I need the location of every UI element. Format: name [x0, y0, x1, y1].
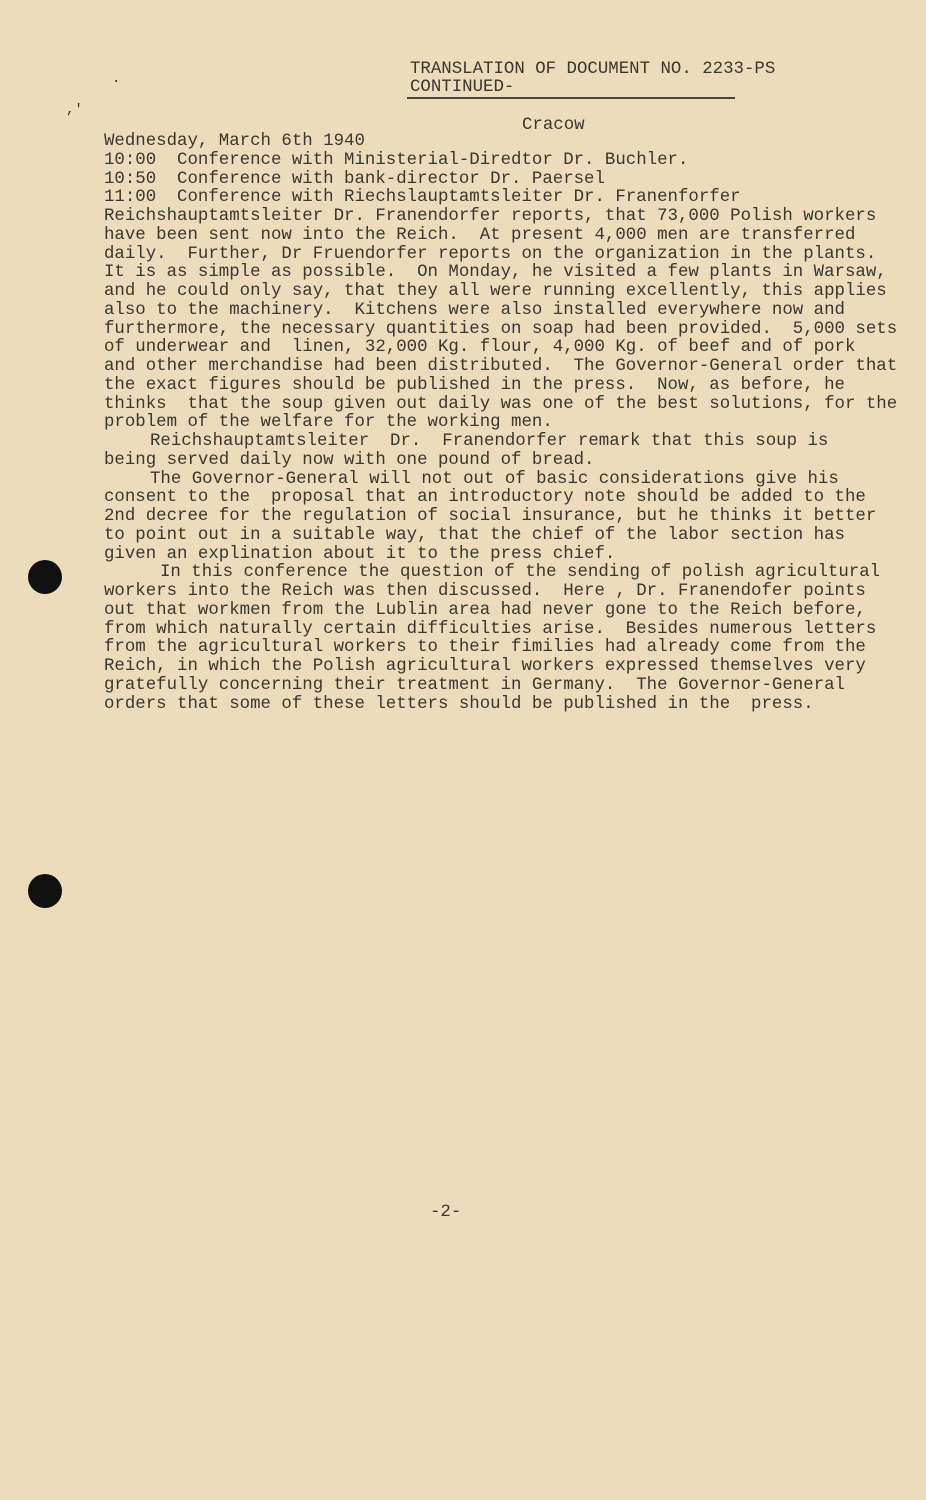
header-underline	[407, 97, 735, 99]
text-line: problem of the welfare for the working men.	[104, 413, 553, 433]
text-line: the exact figures should be published in the press. Now, as before, he	[104, 375, 845, 395]
text-line: out that workmen from the Lublin area had never gone to the Reich before,	[104, 600, 866, 620]
text-line: also to the machinery. Kitchens were also installed everywhere now and	[104, 300, 845, 320]
text-line: Reichshauptamtsleiter Dr. Franendorfer remark that this soup is	[150, 432, 829, 451]
text-line: 10:00 Conference with Ministerial-Diredtor Dr. Buchler.	[104, 150, 689, 170]
text-line: consent to the proposal that an introductory note should be added to the	[104, 488, 866, 508]
text-line: of underwear and linen, 32,000 Kg. flour, 4,000 Kg. of beef and of pork	[104, 338, 856, 358]
page-number: -2-	[430, 1203, 462, 1222]
text-line: daily. Further, Dr Fruendorfer reports on the organization in the plants.	[104, 244, 877, 264]
text-line: and he could only say, that they all were running excellently, this applies	[104, 282, 887, 301]
text-line: from the agricultural workers to their fimilies had already come from the	[104, 638, 866, 658]
punch-hole-top	[28, 560, 62, 594]
text-line: have been sent now into the Reich. At present 4,000 men are transferred	[104, 225, 856, 245]
text-line: thinks that the soup given out daily was one of the best solutions, for the	[104, 394, 898, 414]
text-line: 10:50 Conference with bank-director Dr. Paersel	[104, 169, 605, 189]
text-line: given an explination about it to the press chief.	[104, 544, 616, 564]
text-line: furthermore, the necessary quantities on soap had been provided. 5,000 sets	[104, 319, 898, 339]
text-line: It is as simple as possible. On Monday, he visited a few plants in Warsaw,	[104, 263, 887, 283]
text-line: to point out in a suitable way, that the chief of the labor section has	[104, 525, 845, 545]
text-line: Reich, in which the Polish agricultural workers expressed themselves very	[104, 657, 866, 676]
text-line: orders that some of these letters should be published in the press.	[104, 694, 814, 714]
stray-dot: ·	[112, 74, 121, 90]
text-line: and other merchandise had been distributed. The Governor-General order that	[104, 357, 898, 376]
text-line: 2nd decree for the regulation of social insurance, but he thinks it better	[104, 507, 877, 526]
document-subtitle: CONTINUED-	[410, 78, 515, 97]
text-line: gratefully concerning their treatment in Germany. The Governor-General	[104, 675, 845, 695]
text-line: from which naturally certain difficulties arise. Besides numerous letters	[104, 619, 877, 639]
text-line: 11:00 Conference with Riechslauptamtsleiter Dr. Franenforfer	[104, 188, 741, 208]
text-line: being served daily now with one pound of bread.	[104, 450, 595, 470]
text-line: In this conference the question of the sending of polish agricultural	[160, 563, 881, 583]
place-heading: Cracow	[522, 116, 585, 135]
text-line: Reichshauptamtsleiter Dr. Franendorfer reports, that 73,000 Polish workers	[104, 207, 877, 226]
document-title: TRANSLATION OF DOCUMENT NO. 2233-PS	[410, 60, 776, 79]
text-line: workers into the Reich was then discussed. Here , Dr. Franendofer points	[104, 582, 866, 601]
punch-hole-bottom	[28, 874, 62, 908]
stray-mark: ,'	[66, 102, 83, 118]
text-line: The Governor-General will not out of basic considerations give his	[150, 469, 839, 489]
text-line: Wednesday, March 6th 1940	[104, 132, 365, 151]
